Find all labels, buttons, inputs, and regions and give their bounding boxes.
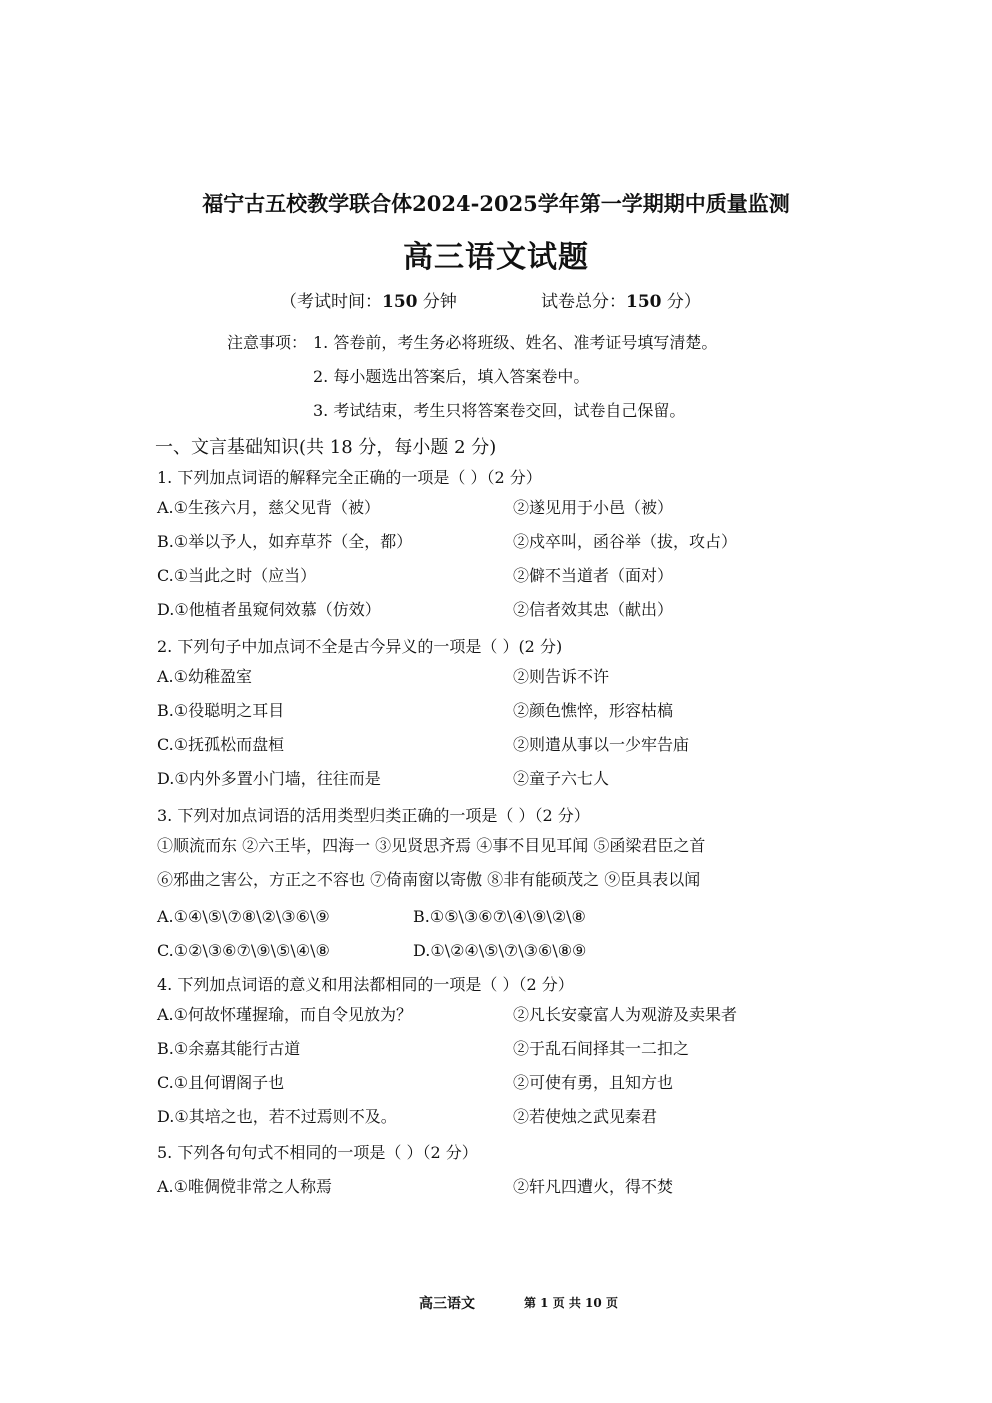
sentence-list: ⑥邪曲之害公，方正之不容也 ⑦倚南窗以寄傲 ⑧非有能硕茂之 ⑨臣具表以闻 bbox=[157, 870, 701, 889]
option-right: ②颜色憔悴，形容枯槁 bbox=[513, 701, 674, 720]
option-right: ②可使有勇，且知方也 bbox=[513, 1073, 674, 1092]
question-stem: 2. 下列句子中加点词不全是古今异义的一项是（ ）(2 分) bbox=[157, 637, 563, 656]
option-left: A.①何故怀瑾握瑜，而自令见放为？ bbox=[157, 1005, 412, 1024]
option-left: C.①且何谓阁子也 bbox=[157, 1073, 285, 1092]
option-left: B.①举以予人，如弃草芥（全，都） bbox=[157, 532, 413, 551]
option-left: A.①生孩六月，慈父见背（被） bbox=[157, 498, 380, 517]
question-stem: 1. 下列加点词语的解释完全正确的一项是（ ）（2 分） bbox=[157, 468, 542, 487]
option-right: ②于乱石间择其一二扣之 bbox=[513, 1039, 690, 1058]
option-left: B.①役聪明之耳目 bbox=[157, 701, 285, 720]
exam-time: （考试时间：150 分钟 bbox=[280, 292, 457, 312]
sentence-list: ①顺流而东 ②六王毕，四海一 ③见贤思齐焉 ④事不目见耳闻 ⑤函梁君臣之首 bbox=[157, 836, 706, 855]
option-left: A.①幼稚盈室 bbox=[157, 667, 252, 686]
option-left: C.①②\③⑥⑦\⑨\⑤\④\⑧ bbox=[157, 941, 330, 960]
option-left: D.①内外多置小门墙，往往而是 bbox=[157, 769, 381, 788]
option-left: A.①唯倜傥非常之人称焉 bbox=[157, 1177, 332, 1196]
option-right: ②信者效其忠（献出） bbox=[513, 600, 674, 619]
question-stem: 5. 下列各句句式不相同的一项是（ ）（2 分） bbox=[157, 1143, 478, 1162]
exam-title: 福宁古五校教学联合体2024-2025学年第一学期期中质量监测 bbox=[202, 191, 790, 216]
option-left: A.①④\⑤\⑦⑧\②\③⑥\⑨ bbox=[157, 907, 330, 926]
option-right: ②则遣从事以一少牢告庙 bbox=[513, 735, 690, 754]
note-item: 2. 每小题选出答案后，填入答案卷中。 bbox=[313, 367, 590, 386]
question-stem: 4. 下列加点词语的意义和用法都相同的一项是（ ）（2 分） bbox=[157, 975, 574, 994]
option-right: ②凡长安豪富人为观游及卖果者 bbox=[513, 1005, 738, 1024]
option-right: ②轩凡四遭火，得不焚 bbox=[513, 1177, 674, 1196]
notes-label: 注意事项： bbox=[227, 333, 308, 352]
option-left: D.①他植者虽窥伺效慕（仿效） bbox=[157, 600, 381, 619]
option-right: ②僻不当道者（面对） bbox=[513, 566, 674, 585]
option-left: B.①余嘉其能行古道 bbox=[157, 1039, 301, 1058]
footer-subject: 高三语文 bbox=[419, 1296, 475, 1312]
option-right: ②若使烛之武见秦君 bbox=[513, 1107, 658, 1126]
option-left: D.①其培之也，若不过焉则不及。 bbox=[157, 1107, 397, 1126]
subject-title: 高三语文试题 bbox=[403, 240, 589, 275]
exam-total-score: 试卷总分：150 分） bbox=[541, 292, 701, 312]
note-item: 3. 考试结束，考生只将答案卷交回，试卷自己保留。 bbox=[313, 401, 686, 420]
option-right: ②则告诉不许 bbox=[513, 667, 610, 686]
option-right: B.①⑤\③⑥⑦\④\⑨\②\⑧ bbox=[413, 907, 586, 926]
option-right: ②戍卒叫，函谷举（拔，攻占） bbox=[513, 532, 738, 551]
option-left: C.①抚孤松而盘桓 bbox=[157, 735, 285, 754]
option-right: ②遂见用于小邑（被） bbox=[513, 498, 674, 517]
footer-page-info: 第 1 页 共 10 页 bbox=[524, 1296, 618, 1310]
question-stem: 3. 下列对加点词语的活用类型归类正确的一项是（ ）（2 分） bbox=[157, 806, 590, 825]
option-right: D.①\②④\⑤\⑦\③⑥\⑧⑨ bbox=[413, 941, 587, 960]
note-item: 1. 答卷前，考生务必将班级、姓名、准考证号填写清楚。 bbox=[313, 333, 718, 352]
option-left: C.①当此之时（应当） bbox=[157, 566, 317, 585]
option-right: ②童子六七人 bbox=[513, 769, 610, 788]
section-heading: 一、文言基础知识(共 18 分，每小题 2 分) bbox=[155, 437, 497, 458]
